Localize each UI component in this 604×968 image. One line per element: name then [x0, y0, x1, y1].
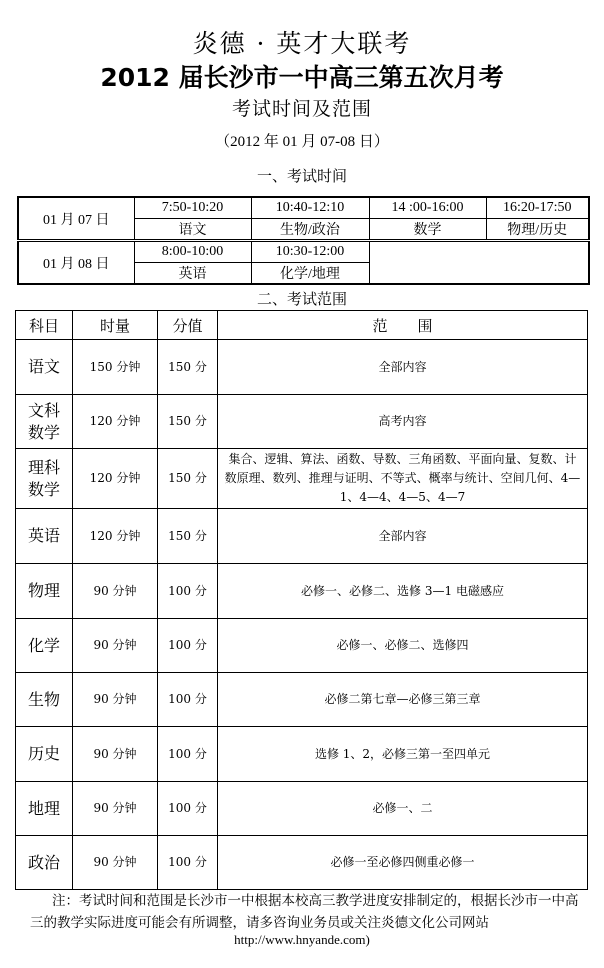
duration-cell: 120 分钟	[73, 509, 158, 564]
subject-label: 地理	[27, 798, 60, 818]
score-cell: 100 分	[158, 836, 218, 890]
table-header-row	[16, 311, 588, 340]
subject-cell	[16, 619, 73, 673]
column-header: 时量	[73, 311, 158, 340]
range-cell: 必修一、必修二、选修 3—1 电磁感应	[218, 564, 588, 619]
score-cell: 150 分	[158, 449, 218, 509]
day-date: 01 月 08 日	[18, 241, 134, 285]
table-row	[16, 340, 588, 395]
exam-date: （2012 年 01 月 07-08 日）	[215, 134, 389, 150]
subject-label: 生物	[27, 689, 60, 709]
score-cell: 100 分	[158, 619, 218, 673]
subject-cell	[16, 395, 73, 449]
duration-cell: 90 分钟	[73, 782, 158, 836]
score-cell: 100 分	[158, 673, 218, 727]
page-title: 2012 届长沙市一中高三第五次月考	[100, 63, 504, 92]
table-row	[16, 619, 588, 673]
subject-cell	[16, 673, 73, 727]
schedule-heading: 一、考试时间	[256, 167, 347, 185]
subject-label: 文科数学	[27, 400, 60, 442]
slot-time: 10:40-12:10	[251, 197, 369, 219]
table-row	[16, 395, 588, 449]
slot-time: 14 :00-16:00	[369, 197, 486, 219]
range-cell: 选修 1、2，必修三第一至四单元	[218, 727, 588, 782]
subject-label: 历史	[27, 744, 60, 763]
column-header: 科目	[16, 311, 73, 340]
slot-subject: 生物/政治	[251, 219, 369, 241]
score-cell: 150 分	[158, 395, 218, 449]
score-cell: 100 分	[158, 564, 218, 619]
subject-cell	[16, 509, 73, 564]
subject-cell	[16, 340, 73, 395]
slot-subject: 化学/地理	[251, 263, 369, 285]
subject-cell	[16, 782, 73, 836]
subject-label: 物理	[27, 581, 60, 600]
column-header: 范 围	[218, 311, 588, 340]
subject-label: 政治	[27, 852, 60, 872]
slot-time: 8:00-10:00	[134, 241, 251, 263]
column-header: 分值	[158, 311, 218, 340]
slot-subject: 物理/历史	[486, 219, 589, 241]
duration-cell: 90 分钟	[73, 673, 158, 727]
table-row	[16, 673, 588, 727]
range-cell: 必修一至必修四侧重必修一	[218, 836, 588, 890]
score-cell: 100 分	[158, 782, 218, 836]
subject-label: 语文	[27, 357, 60, 376]
scope-table	[15, 310, 588, 890]
range-cell: 全部内容	[218, 340, 588, 395]
duration-cell: 90 分钟	[73, 619, 158, 673]
table-row	[18, 241, 589, 263]
slot-subject: 英语	[134, 263, 251, 285]
duration-cell: 120 分钟	[73, 395, 158, 449]
score-cell: 100 分	[158, 727, 218, 782]
subject-cell	[16, 564, 73, 619]
footnote: 注：考试时间和范围是长沙市一中根据本校高三教学进度安排制定的，根据长沙市一中高三的教学实际进度可能会有所调整，请多咨询业务员或关注炎德文化公司网站	[30, 893, 579, 931]
slot-subject: 数学	[369, 219, 486, 241]
slot-time: 16:20-17:50	[486, 197, 589, 219]
range-cell: 全部内容	[218, 509, 588, 564]
page-subtitle: 考试时间及范围	[231, 98, 372, 120]
subject-cell	[16, 836, 73, 890]
subject-cell	[16, 449, 73, 509]
table-row	[16, 836, 588, 890]
slot-time: 10:30-12:00	[251, 241, 369, 263]
table-row	[18, 197, 589, 219]
day-date: 01 月 07 日	[18, 197, 134, 241]
duration-cell: 90 分钟	[73, 564, 158, 619]
range-cell: 必修一、二	[218, 782, 588, 836]
website-link[interactable]: http://www.hnyande.com)	[234, 932, 370, 947]
table-row	[16, 564, 588, 619]
slot-time: 7:50-10:20	[134, 197, 251, 219]
table-row	[16, 449, 588, 509]
duration-cell: 90 分钟	[73, 727, 158, 782]
duration-cell: 120 分钟	[73, 449, 158, 509]
subject-label: 英语	[27, 526, 60, 545]
subject-label: 化学	[27, 635, 60, 655]
range-cell: 集合、逻辑、算法、函数、导数、三角函数、平面向量、复数、计数原理、数列、推理与证明、不等式、概率与统计、空间几何、4—1、4—4、4—5、4—7	[218, 449, 588, 509]
score-cell: 150 分	[158, 340, 218, 395]
table-row	[16, 782, 588, 836]
slot-subject: 语文	[134, 219, 251, 241]
range-cell: 必修一、必修二、选修四	[218, 619, 588, 673]
duration-cell: 90 分钟	[73, 836, 158, 890]
empty-cell	[369, 241, 589, 285]
table-row	[16, 509, 588, 564]
brand-title: 炎德 · 英才大联考	[192, 29, 412, 58]
scope-heading: 二、考试范围	[256, 290, 347, 308]
range-cell: 必修二第七章—必修三第三章	[218, 673, 588, 727]
range-cell: 高考内容	[218, 395, 588, 449]
schedule-table	[17, 196, 590, 285]
table-row	[16, 727, 588, 782]
score-cell: 150 分	[158, 509, 218, 564]
duration-cell: 150 分钟	[73, 340, 158, 395]
subject-label: 理科数学	[27, 457, 60, 499]
subject-cell	[16, 727, 73, 782]
